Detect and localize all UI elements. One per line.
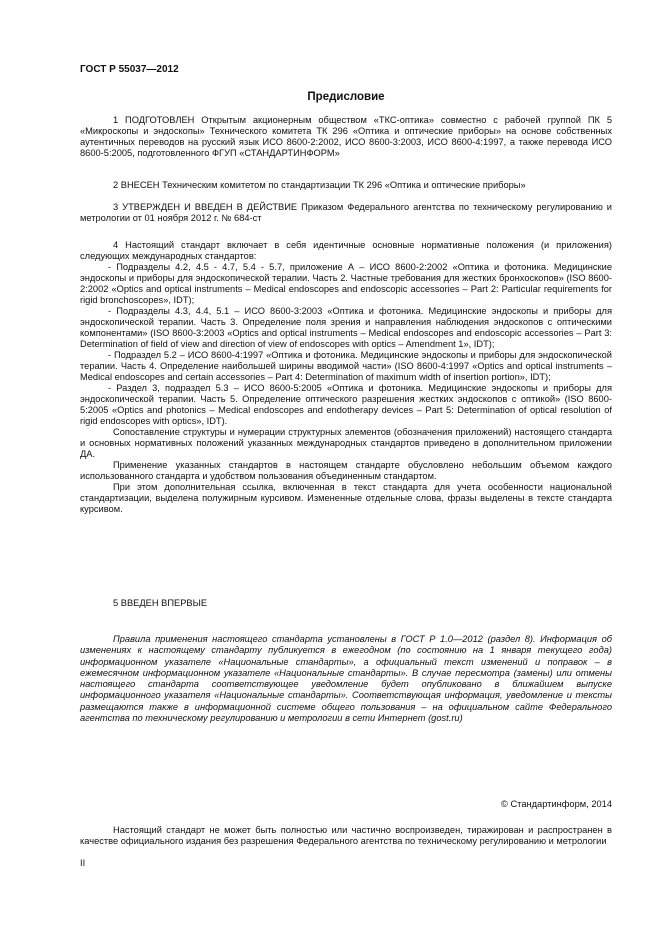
standard-list-item: - Раздел 3, подраздел 5.3 – ИСО 8600-5:2005 «Оптика и фотоника. Медицинские эндоскопы и приборы для эндоскопической терапии. Часть 5. Определение оптического разрешения жестких эндоскопов с оптикой» (ISO 8600-5:2005 «Optics and photonics – Medical endoscopes and endotherapy devices – Part 5: Determination of optical resolution of rigid endoscopes with optics», IDT). bbox=[80, 383, 612, 426]
item-4-paragraph: Сопоставление структуры и нумерации структурных элементов (обозначения приложений) настоящего стандарта и основных нормативных положений указанных международных стандартов приведено в дополнительном приложении ДА. bbox=[80, 427, 612, 459]
usage-notice bbox=[80, 634, 612, 724]
item-1-text: 1 ПОДГОТОВЛЕН Открытым акционерным обществом «ТКС-оптика» совместно с рабочей группой ПК 5 «Микроскопы и эндоскопы» Технического комитета ТК 296 «Оптика и оптические приборы» на основе собственных аутентичных переводов на русский язык ИСО 8600-2:2002, ИСО 8600-3:2003, ИСО 8600-4:1997, а также перевода ИСО 8600-5:2005, подготовленного ФГУП «СТАНДАРТИНФОРМ» bbox=[80, 115, 612, 158]
item-3-text: 3 УТВЕРЖДЕН И ВВЕДЕН В ДЕЙСТВИЕ Приказом Федерального агентства по техническому регулированию и метрологии от 01 ноября 2012 г. № 684-ст bbox=[80, 202, 612, 223]
item-3 bbox=[80, 202, 612, 224]
item-2-text: 2 ВНЕСЕН Техническим комитетом по стандартизации ТК 296 «Оптика и оптические приборы» bbox=[113, 180, 526, 190]
item-4 bbox=[80, 240, 612, 515]
item-4-paragraph: Применение указанных стандартов в настоящем стандарте обусловлено небольшим объемом каждого использованного стандарта и удобством пользования объединенным стандартом. bbox=[80, 460, 612, 481]
document-code: ГОСТ Р 55037—2012 bbox=[80, 64, 179, 75]
item-2 bbox=[80, 180, 612, 191]
item-5-text: 5 ВВЕДЕН ВПЕРВЫЕ bbox=[113, 598, 208, 608]
standard-list-item: - Подразделы 4.3, 4.4, 5.1 – ИСО 8600-3:2003 «Оптика и фотоника. Медицинские эндоскопы и приборы для эндоскопической терапии. Часть 3. Определение поля зрения и направления наблюдения эндоскопов с оптическими компонентами» (ISO 8600-3:2003 «Optics and optical instruments – Medical endoscopes and endoscopic accessories – Part 3: Determination of field of view and direction of view of endoscopes with optics – Amendment 1», IDT); bbox=[80, 306, 612, 349]
item-4-paragraph: При этом дополнительная ссылка, включенная в текст стандарта для учета особенности национальной стандартизации, выделена полужирным курсивом. Измененные отдельные слова, фразы выделены в тексте стандарта курсивом. bbox=[80, 482, 612, 514]
item-5 bbox=[80, 598, 612, 609]
page-number: II bbox=[80, 858, 86, 868]
reproduction-rights bbox=[80, 825, 612, 847]
usage-notice-text: Правила применения настоящего стандарта установлены в ГОСТ Р 1.0—2012 (раздел 8). Информация об изменениях к настоящему стандарту публикуется в ежегодном (по состоянию на 1 января текущего года) информационном указателе «Национальные стандарты», а официальный текст изменений и поправок – в ежемесячном информационном указателе «Национальные стандарты». В случае пересмотра (замены) или отмены настоящего стандарта соответствующее уведомление будет опубликовано в ближайшем выпуске информационного указателя «Национальные стандарты». Соответствующая информация, уведомление и тексты размещаются также в информационной системе общего пользования – на официальном сайте Федерального агентства по техническому регулированию и метрологии в сети Интернет (gost.ru) bbox=[80, 634, 612, 724]
item-1 bbox=[80, 115, 612, 159]
page-title: Предисловие bbox=[307, 91, 385, 103]
copyright: © Стандартинформ, 2014 bbox=[501, 799, 612, 809]
item-4-intro: 4 Настоящий стандарт включает в себя идентичные основные нормативные положения (и приложения) следующих международных стандартов: bbox=[80, 240, 612, 261]
standard-list-item: - Подраздел 5.2 – ИСО 8600-4:1997 «Оптика и фотоника. Медицинские эндоскопы и приборы для эндоскопической терапии. Часть 4. Определение наибольшей ширины вводимой части» (ISO 8600-4:1997 «Optics and optical instruments – Medical endoscopes and certain accessories – Part 4: Determination of maximum width of insertion portion», IDT); bbox=[80, 350, 612, 382]
standard-list-item: - Подразделы 4.2, 4.5 - 4.7, 5.4 - 5.7, приложение А – ИСО 8600-2:2002 «Оптика и фотоника. Медицинские эндоскопы и приборы для эндоскопической терапии. Часть 2. Частные требования для жестких бронхоскопов» (ISO 8600-2:2002 «Optics and optical instruments – Medical endoscopes and endoscopic accessories – Part 2: Particular requirements for rigid bronchoscopes», IDT); bbox=[80, 262, 612, 305]
reproduction-rights-text: Настоящий стандарт не может быть полностью или частично воспроизведен, тиражирован и распространен в качестве официального издания без разрешения Федерального агентства по техническому регулированию и метрологии bbox=[80, 825, 612, 846]
